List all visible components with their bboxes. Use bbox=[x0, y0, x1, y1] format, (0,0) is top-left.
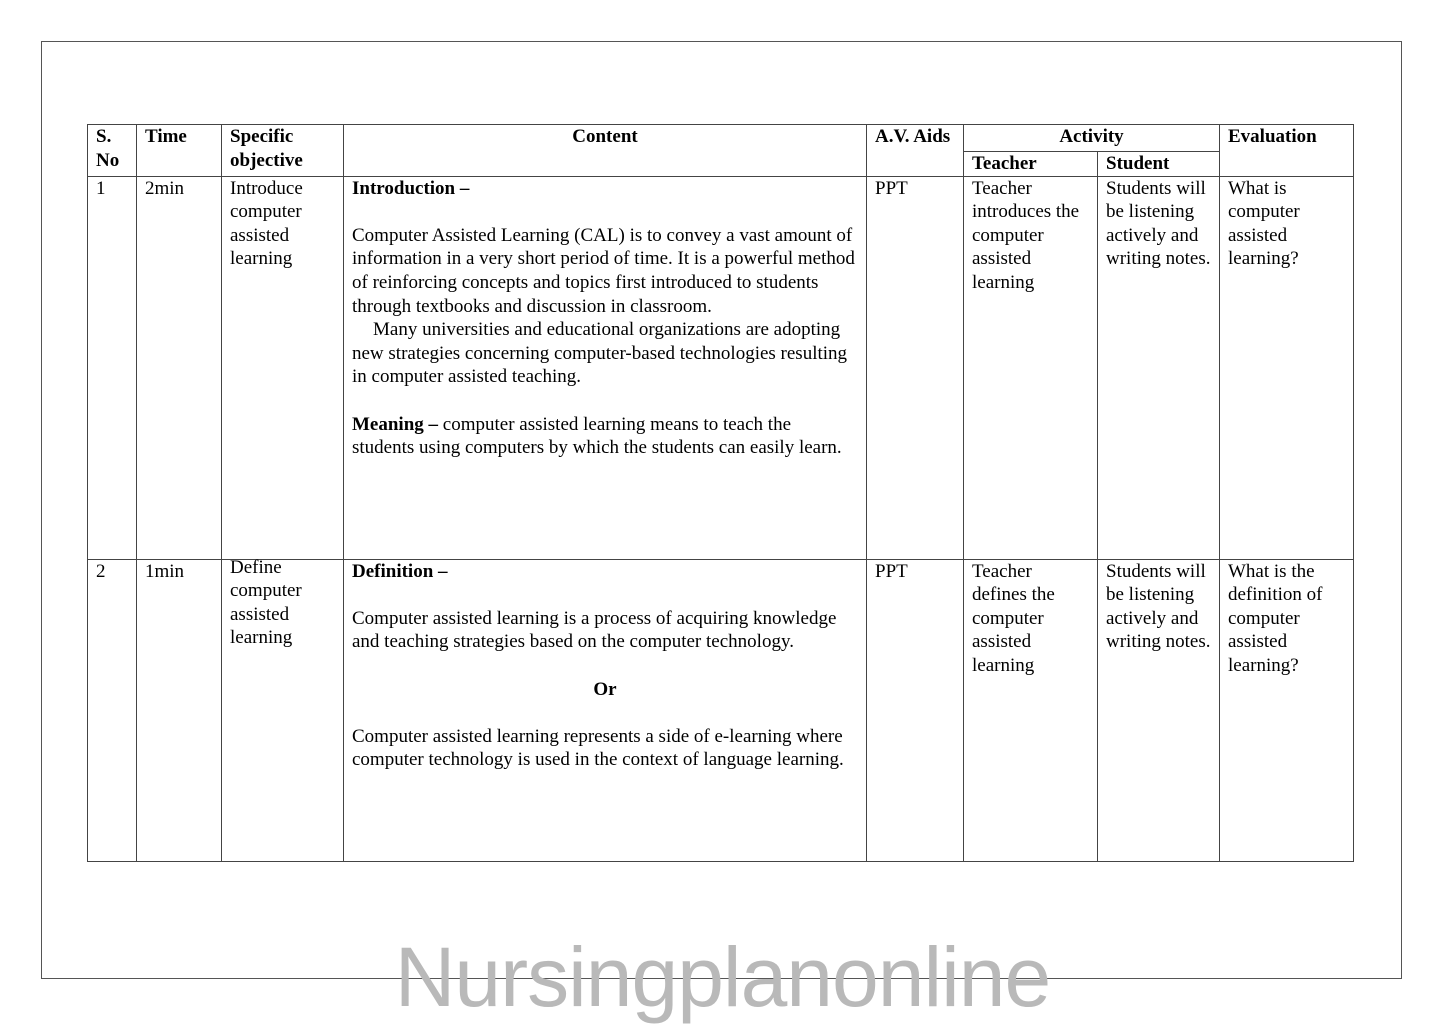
meaning-text: computer assisted learning means to teach the students using computers by which the students can easily learn. bbox=[352, 413, 842, 459]
header-activity: Activity bbox=[964, 125, 1220, 152]
watermark: Nursingplanonline bbox=[394, 930, 1051, 1024]
cell-sno: 1 bbox=[88, 176, 137, 559]
content-or: Or bbox=[593, 678, 617, 700]
header-evaluation: Evaluation bbox=[1220, 125, 1354, 177]
cell-evaluation: What is computer assisted learning? bbox=[1220, 176, 1354, 559]
cell-av-aids: PPT bbox=[867, 559, 964, 861]
content-meaning bbox=[352, 413, 858, 460]
lesson-plan-table bbox=[87, 124, 1354, 862]
cell-evaluation: What is the definition of computer assisted learning? bbox=[1220, 559, 1354, 861]
header-row bbox=[88, 125, 1354, 152]
meaning-label: Meaning – bbox=[352, 413, 439, 435]
header-av-aids: A.V. Aids bbox=[867, 125, 964, 177]
cell-time: 2min bbox=[137, 176, 222, 559]
cell-av-aids: PPT bbox=[867, 176, 964, 559]
content-paragraph: Many universities and educational organizations are adopting new strategies concerning computer-based technologies resulting in computer assisted teaching. bbox=[352, 319, 848, 388]
cell-teacher: Teacher introduces the computer assisted learning bbox=[964, 176, 1098, 559]
header-student: Student bbox=[1098, 152, 1220, 177]
cell-student: Students will be listening actively and writing notes. bbox=[1098, 176, 1220, 559]
content-heading: Introduction – bbox=[352, 177, 470, 199]
cell-objective bbox=[222, 556, 344, 861]
objective-text: Define computer assisted learning bbox=[230, 556, 302, 649]
cell-student: Students will be listening actively and writing notes. bbox=[1098, 559, 1220, 861]
cell-teacher: Teacher defines the computer assisted learning bbox=[964, 559, 1098, 861]
content-paragraph: Computer assisted learning is a process of acquiring knowledge and teaching strategies based on the computer technology. bbox=[352, 607, 837, 653]
header-content: Content bbox=[344, 125, 867, 177]
content-paragraph: Computer assisted learning represents a side of e-learning where computer technology is used in the context of language learning. bbox=[352, 725, 844, 771]
cell-time: 1min bbox=[137, 559, 222, 861]
table-row bbox=[88, 176, 1354, 559]
header-teacher: Teacher bbox=[964, 152, 1098, 177]
cell-objective: Introduce computer assisted learning bbox=[222, 176, 344, 559]
cell-content bbox=[344, 559, 867, 861]
cell-content bbox=[344, 176, 867, 559]
table-row bbox=[88, 559, 1354, 861]
header-sno: S. No bbox=[88, 125, 137, 177]
content-heading: Definition – bbox=[352, 560, 448, 582]
header-time: Time bbox=[137, 125, 222, 177]
content-paragraph: Computer Assisted Learning (CAL) is to convey a vast amount of information in a very short period of time. It is a powerful method of reinforcing concepts and topics first introduced to students through textbooks and discussion in classroom. bbox=[352, 224, 855, 317]
cell-sno: 2 bbox=[88, 559, 137, 861]
header-objective: Specific objective bbox=[222, 125, 344, 177]
